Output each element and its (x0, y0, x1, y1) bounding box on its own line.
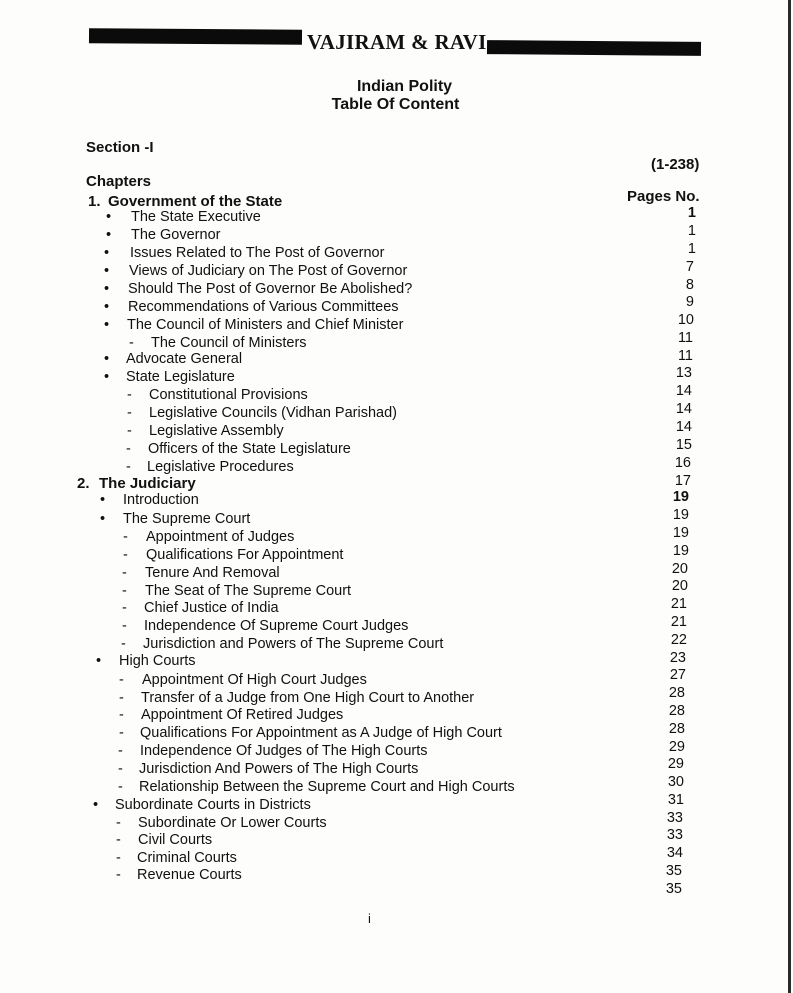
page-number: 13 (675, 365, 692, 381)
toc-entry-text: Constitutional Provisions (149, 387, 308, 403)
toc-entry-text: The Council of Ministers (151, 335, 307, 351)
page-number: 33 (666, 810, 683, 826)
page-number: 19 (672, 525, 689, 541)
chapters-heading: Chapters (86, 173, 152, 190)
toc-entry-text: Officers of the State Legislature (148, 441, 351, 457)
page-number: 16 (674, 455, 691, 471)
page-number: 30 (667, 774, 684, 790)
toc-entry-text: Introduction (123, 492, 199, 508)
bullet-icon: • (106, 227, 112, 243)
page-number: 28 (668, 685, 685, 701)
page-number: 14 (675, 383, 692, 399)
pages-no-heading: Pages No. (627, 188, 700, 205)
page-number: 19 (672, 507, 689, 523)
header-bar-left (89, 28, 302, 44)
dash-icon: - (127, 387, 132, 403)
page-number: 9 (685, 294, 694, 310)
bullet-icon: • (93, 797, 99, 813)
dash-icon: - (127, 405, 132, 421)
toc-entry-text: Transfer of a Judge from One High Court to Another (141, 690, 475, 706)
page-number: 21 (670, 614, 687, 630)
toc-entry-text: Jurisdiction and Powers of The Supreme Court (143, 636, 444, 652)
dash-icon: - (118, 761, 123, 777)
toc-entry-text: Civil Courts (138, 832, 213, 848)
toc-entry-text: The State Executive (131, 209, 261, 225)
bullet-icon: • (100, 492, 106, 508)
page-number: 14 (675, 419, 692, 435)
bullet-icon: • (104, 263, 110, 279)
page-number: 19 (672, 489, 689, 505)
dash-icon: - (119, 707, 124, 723)
toc-entry-text: Legislative Assembly (149, 423, 284, 439)
toc-entry-text: Relationship Between the Supreme Court and High Courts (139, 779, 515, 795)
page-number: 28 (668, 703, 685, 719)
page-number: 20 (671, 578, 688, 594)
bullet-icon: • (104, 351, 110, 367)
dash-icon: - (116, 867, 121, 883)
page-footer-number: i (368, 911, 371, 926)
dash-icon: - (126, 441, 131, 457)
toc-entry-text: Independence Of Supreme Court Judges (144, 618, 409, 634)
section-page-range: (1-238) (651, 156, 700, 173)
dash-icon: - (121, 636, 126, 652)
dash-icon: - (119, 725, 124, 741)
page-number: 8 (685, 277, 694, 293)
toc-entry-text: State Legislature (126, 369, 235, 385)
page-number: 27 (669, 667, 686, 683)
toc-entry-text: Government of the State (108, 193, 283, 210)
page-number: 28 (668, 721, 685, 737)
toc-entry-text: Recommendations of Various Committees (128, 299, 399, 315)
dash-icon: - (123, 529, 128, 545)
scan-edge-line (788, 0, 791, 993)
page-number: 22 (670, 632, 687, 648)
page-number: 34 (666, 845, 683, 861)
bullet-icon: • (104, 281, 110, 297)
chapter-number: 2. (77, 475, 90, 492)
dash-icon: - (123, 547, 128, 563)
page-number: 1 (687, 241, 696, 257)
dash-icon: - (116, 850, 121, 866)
page-number: 1 (687, 205, 696, 221)
section-label: Section -I (86, 139, 154, 156)
dash-icon: - (118, 779, 123, 795)
page-number: 33 (666, 827, 683, 843)
toc-entry-text: Should The Post of Governor Be Abolished? (128, 281, 413, 297)
dash-icon: - (122, 618, 127, 634)
page-number: 35 (665, 863, 682, 879)
document-subtitle: Table Of Content (331, 96, 460, 113)
toc-entry-text: High Courts (119, 653, 196, 669)
toc-entry-text: Criminal Courts (137, 850, 237, 866)
chapter-number: 1. (88, 193, 101, 210)
page-number: 14 (675, 401, 692, 417)
toc-entry-text: Subordinate Courts in Districts (115, 797, 311, 813)
toc-entry-text: Qualifications For Appointment (146, 547, 344, 563)
toc-entry-text: Qualifications For Appointment as A Judge of High Court (140, 725, 502, 741)
toc-entry-text: The Seat of The Supreme Court (145, 583, 352, 599)
page-number: 20 (671, 561, 688, 577)
toc-entry-text: Tenure And Removal (145, 565, 280, 581)
page-number: 19 (672, 543, 689, 559)
page-number: 29 (667, 756, 684, 772)
page-number: 21 (670, 596, 687, 612)
toc-entry-text: Revenue Courts (137, 867, 242, 883)
toc-entry-text: Legislative Procedures (147, 459, 294, 475)
bullet-icon: • (100, 511, 106, 527)
page-number: 7 (685, 259, 694, 275)
dash-icon: - (122, 600, 127, 616)
dash-icon: - (127, 423, 132, 439)
page-number: 11 (677, 330, 693, 346)
page-number: 15 (675, 437, 692, 453)
page-number: 17 (674, 473, 691, 489)
dash-icon: - (122, 565, 127, 581)
dash-icon: - (126, 459, 131, 475)
toc-entry-text: The Supreme Court (123, 511, 251, 527)
page-number: 10 (677, 312, 694, 328)
page-number: 11 (677, 348, 693, 364)
toc-entry-text: Advocate General (126, 351, 243, 367)
page-number: 31 (667, 792, 684, 808)
document-title: Indian Polity (356, 78, 453, 95)
dash-icon: - (119, 672, 124, 688)
toc-entry-text: Appointment Of High Court Judges (142, 672, 367, 688)
toc-entry-text: The Council of Ministers and Chief Minister (127, 317, 404, 333)
dash-icon: - (116, 832, 121, 848)
page-number: 29 (668, 739, 685, 755)
bullet-icon: • (104, 369, 110, 385)
dash-icon: - (129, 335, 134, 351)
bullet-icon: • (104, 245, 110, 261)
toc-entry-text: The Governor (131, 227, 221, 243)
toc-entry-text: Independence Of Judges of The High Courts (140, 743, 428, 759)
dash-icon: - (118, 743, 123, 759)
toc-entry-text: Appointment of Judges (146, 529, 295, 545)
dash-icon: - (119, 690, 124, 706)
dash-icon: - (122, 583, 127, 599)
header-bar-right (487, 40, 701, 56)
bullet-icon: • (106, 209, 112, 225)
dash-icon: - (116, 815, 121, 831)
toc-entry-text: The Judiciary (99, 475, 196, 492)
brand-logo-text: VAJIRAM & RAVI (307, 30, 487, 54)
toc-entry-text: Appointment Of Retired Judges (141, 707, 344, 723)
toc-entry-text: Views of Judiciary on The Post of Governor (129, 263, 408, 279)
toc-entry-text: Legislative Councils (Vidhan Parishad) (149, 405, 397, 421)
page-number: 23 (669, 650, 686, 666)
bullet-icon: • (96, 653, 102, 669)
toc-entry-text: Jurisdiction And Powers of The High Courts (139, 761, 419, 777)
toc-entry-text: Chief Justice of India (144, 600, 279, 616)
page-number: 1 (687, 223, 696, 239)
page-number: 35 (665, 881, 682, 897)
bullet-icon: • (104, 299, 110, 315)
toc-entry-text: Subordinate Or Lower Courts (138, 815, 327, 831)
bullet-icon: • (104, 317, 110, 333)
toc-entry-text: Issues Related to The Post of Governor (130, 245, 385, 261)
